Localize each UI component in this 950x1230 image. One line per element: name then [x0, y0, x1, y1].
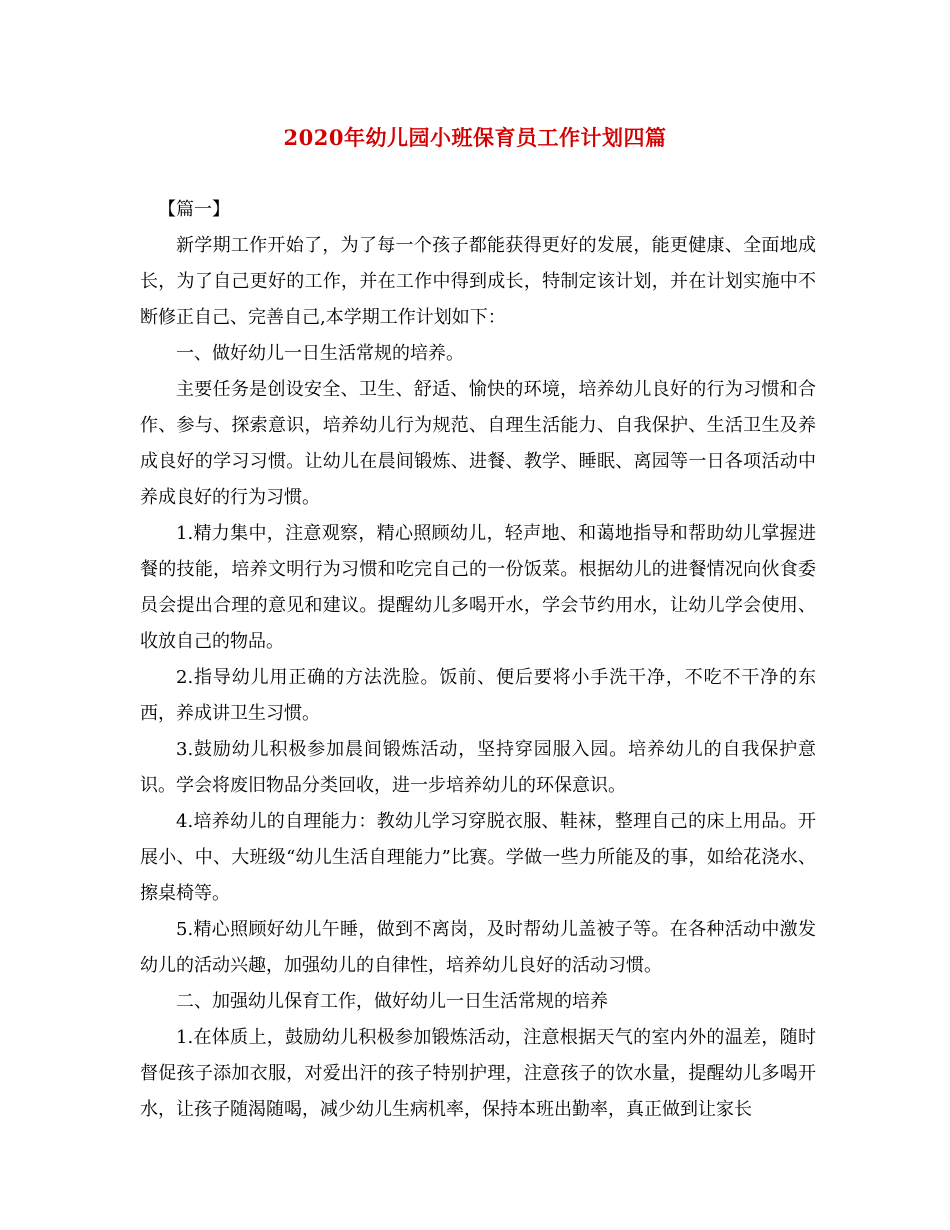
list-item-5: 5.精心照顾好幼儿午睡，做到不离岗，及时帮幼儿盖被子等。在各种活动中激发幼儿的活动兴趣，加强幼儿的自律性，培养幼儿良好的活动习惯。 — [140, 919, 816, 976]
heading-section-two: 二、加强幼儿保育工作，做好幼儿一日生活常规的培养 — [176, 991, 608, 1012]
heading-section-one: 一、做好幼儿一日生活常规的培养。 — [176, 343, 464, 364]
list-item-4: 4.培养幼儿的自理能力：教幼儿学习穿脱衣服、鞋袜，整理自己的床上用品。开展小、中、大班级“幼儿生活自理能力”比赛。学做一些力所能及的事，如给花浇水、擦桌椅等。 — [140, 811, 816, 904]
list-item-3: 3.鼓励幼儿积极参加晨间锻炼活动，坚持穿园服入园。培养幼儿的自我保护意识。学会将废旧物品分类回收，进一步培养幼儿的环保意识。 — [140, 739, 816, 796]
paragraph-intro: 新学期工作开始了，为了每一个孩子都能获得更好的发展，能更健康、全面地成长，为了自己更好的工作，并在工作中得到成长，特制定该计划，并在计划实施中不断修正自己、完善自己,本学期工作计划如下： — [140, 235, 816, 328]
paragraph-main-task: 主要任务是创设安全、卫生、舒适、愉快的环境，培养幼儿良好的行为习惯和合作、参与、探索意识，培养幼儿行为规范、自理生活能力、自我保护、生活卫生及养成良好的学习习惯。让幼儿在晨间锻炼、进餐、教学、睡眠、离园等一日各项活动中养成良好的行为习惯。 — [140, 379, 816, 508]
section-heading-part-one: 【篇一】 — [158, 199, 230, 220]
list-item-2: 2.指导幼儿用正确的方法洗脸。饭前、便后要将小手洗干净，不吃不干净的东西，养成讲卫生习惯。 — [140, 667, 816, 724]
document-title: 2020年幼儿园小班保育员工作计划四篇 — [283, 125, 667, 150]
list-item-1: 1.精力集中，注意观察，精心照顾幼儿，轻声地、和蔼地指导和帮助幼儿掌握进餐的技能，培养文明行为习惯和吃完自己的一份饭菜。根据幼儿的进餐情况向伙食委员会提出合理的意见和建议。提醒幼儿多喝开水，学会节约用水，让幼儿学会使用、收放自己的物品。 — [140, 523, 816, 652]
list-item-section-two-1: 1.在体质上，鼓励幼儿积极参加锻炼活动，注意根据天气的室内外的温差，随时督促孩子添加衣服，对爱出汗的孩子特别护理，注意孩子的饮水量，提醒幼儿多喝开水，让孩子随渴随喝，减少幼儿生病机率，保持本班出勤率，真正做到让家长 — [140, 1027, 816, 1120]
document-body — [140, 192, 816, 1128]
